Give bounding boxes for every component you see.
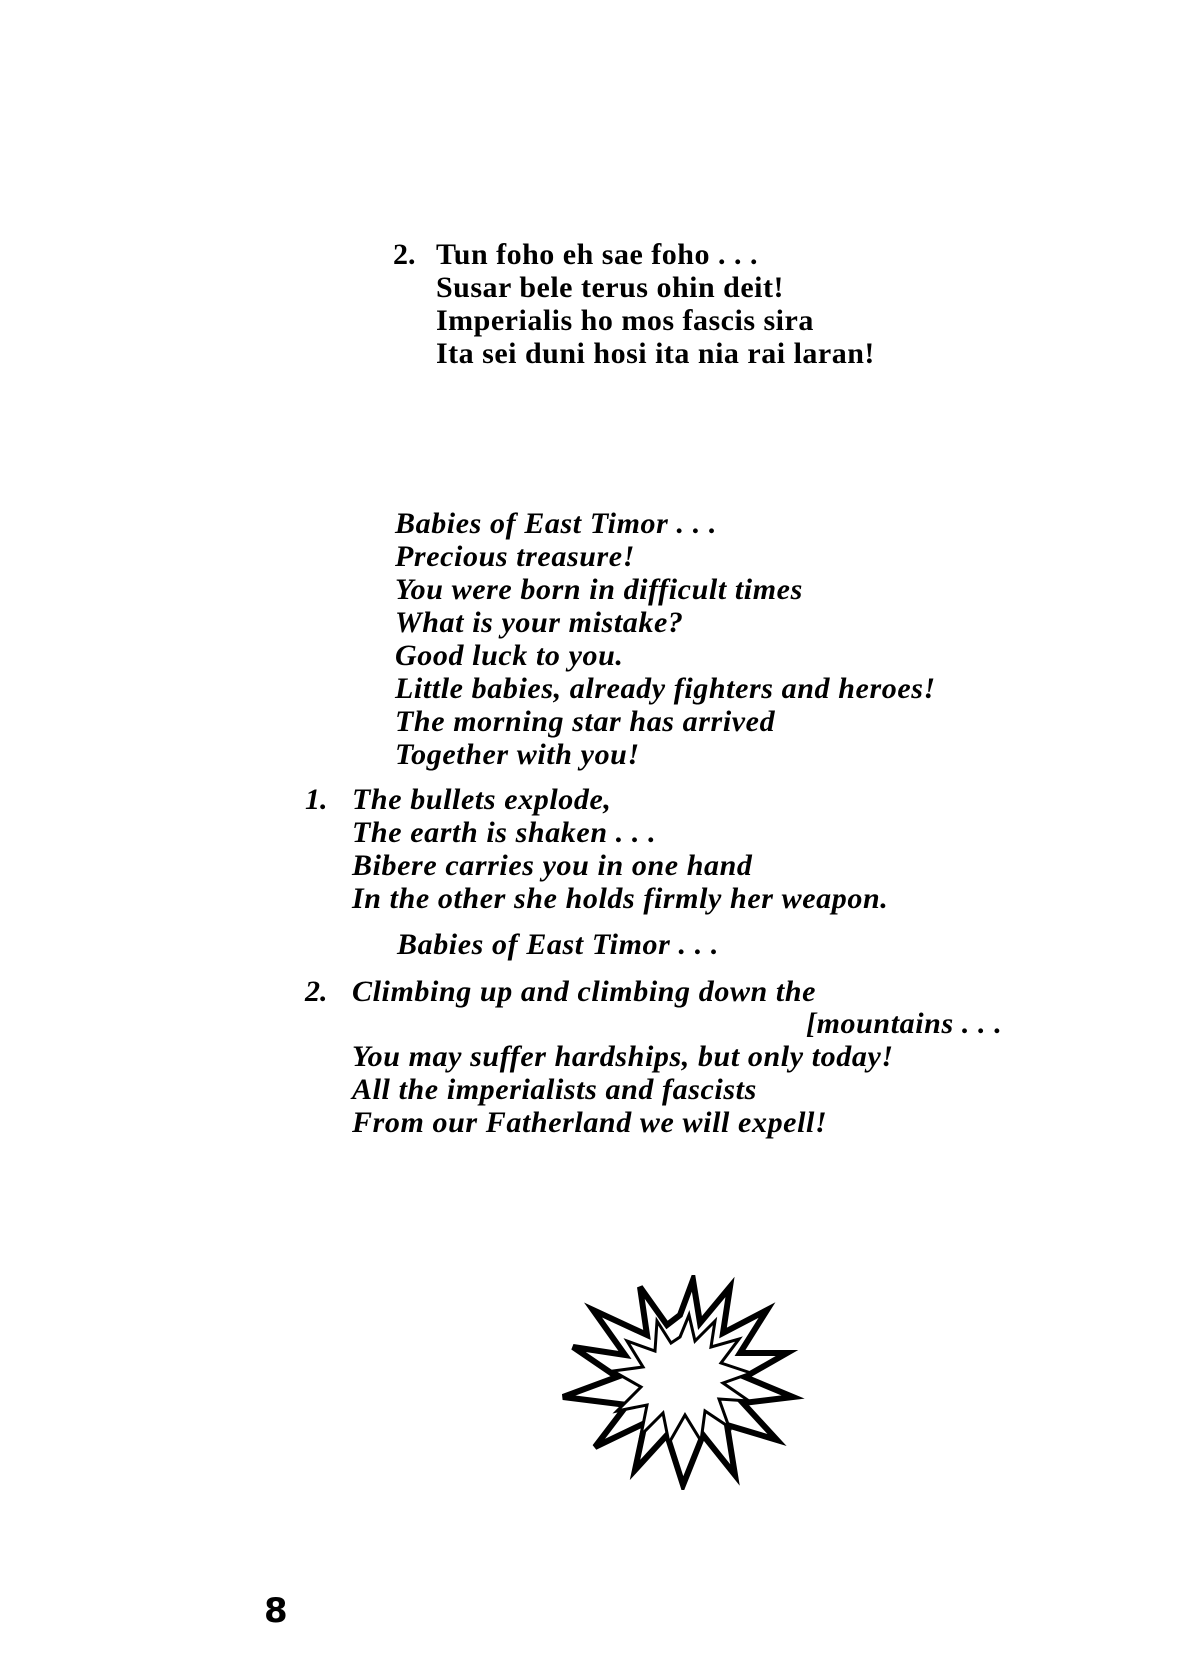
verse-line-continuation: [mountains . . . <box>806 1007 1003 1040</box>
english-verse-2 <box>352 1040 894 1139</box>
verse-line: Ita sei duni hosi ita nia rai laran! <box>436 337 875 370</box>
verse-line: Bibere carries you in one hand <box>352 849 753 882</box>
chorus-reference <box>397 928 719 961</box>
verse-line: The bullets explode, <box>352 783 612 816</box>
english-verse-1-number: 1. <box>305 783 328 816</box>
chorus-line: Little babies, already fighters and heroes! <box>395 672 936 705</box>
chorus-line: Babies of East Timor . . . <box>395 507 718 540</box>
chorus-line: Precious treasure! <box>395 540 635 573</box>
verse-line: Susar bele terus ohin deit! <box>436 271 784 304</box>
tetum-verse-number: 2. <box>393 238 416 271</box>
verse-line: Imperialis ho mos fascis sira <box>436 304 814 337</box>
english-verse-1 <box>352 783 888 915</box>
page-number: 8 <box>264 1591 289 1631</box>
chorus-line: You were born in difficult times <box>395 573 803 606</box>
verse-line: From our Fatherland we will expell! <box>352 1106 828 1139</box>
tetum-verse <box>436 238 875 370</box>
english-verse-2-first-line <box>352 975 816 1008</box>
chorus-line: Good luck to you. <box>395 639 624 672</box>
verse-line: In the other she holds firmly her weapon. <box>352 882 889 915</box>
english-verse-2-number: 2. <box>305 975 328 1008</box>
verse-line: Climbing up and climbing down the <box>352 975 817 1008</box>
chorus-line: What is your mistake? <box>395 606 684 639</box>
english-verse-2-continuation <box>806 1007 1002 1040</box>
chorus-line: Together with you! <box>395 738 640 771</box>
english-chorus <box>395 507 936 771</box>
verse-line: All the imperialists and fascists <box>352 1073 757 1106</box>
verse-line: The earth is shaken . . . <box>352 816 657 849</box>
verse-line: You may suffer hardships, but only today! <box>352 1040 894 1073</box>
chorus-line: The morning star has arrived <box>395 705 776 738</box>
chorus-reference-line: Babies of East Timor . . . <box>397 928 720 961</box>
starburst-icon <box>555 1275 805 1490</box>
verse-line: Tun foho eh sae foho . . . <box>436 238 758 271</box>
